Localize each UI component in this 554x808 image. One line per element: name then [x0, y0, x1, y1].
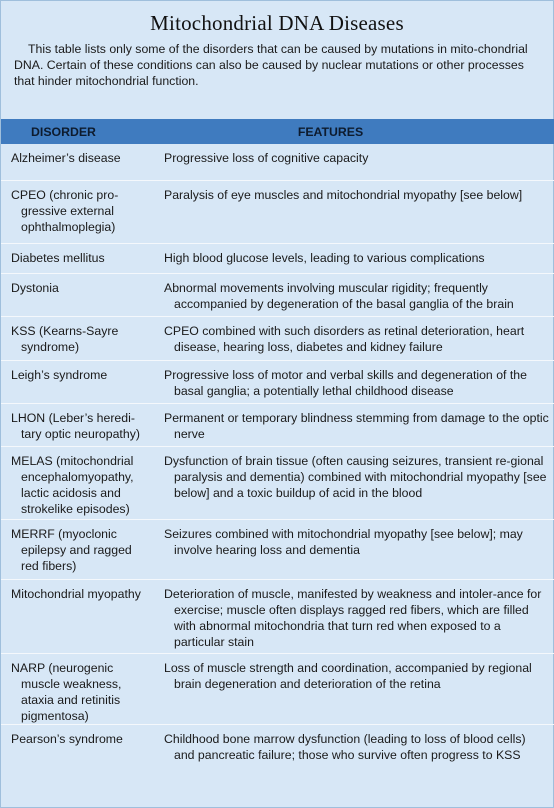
disorder-name: Leigh’s syndrome — [11, 367, 108, 382]
disorder-cell — [1, 403, 156, 446]
features-text: Abnormal movements involving muscular rigidity; frequently accompanied by degeneration of the basal ganglia of the brain — [164, 280, 514, 311]
disorder-cell — [1, 316, 156, 360]
features-text: CPEO combined with such disorders as retinal deterioration, heart disease, hearing loss, diabetes and kidney failure — [164, 323, 525, 354]
features-text: Deterioration of muscle, manifested by weakness and intoler-ance for exercise; muscle often displays ragged red fibers, which are filled with abnormal mitochondria that turn red when exposed to a particular stain — [164, 586, 542, 649]
table-row — [1, 360, 554, 403]
intro-paragraph: This table lists only some of the disorders that can be caused by mutations in mito-chondrial DNA. Certain of these conditions can also be caused by nuclear mutations or other processes that hinder mitochondrial function. — [14, 42, 528, 88]
features-cell — [156, 519, 554, 579]
table-row — [1, 653, 554, 724]
features-cell — [156, 403, 554, 446]
table-row — [1, 579, 554, 653]
disorder-name: MERRF (myoclonic epilepsy and ragged red fibers) — [11, 526, 132, 573]
features-cell — [156, 724, 554, 782]
features-text: Childhood bone marrow dysfunction (leading to loss of blood cells) and pancreatic failure; those who survive often progress to KSS — [164, 731, 526, 762]
features-cell — [156, 360, 554, 403]
disorder-name: Diabetes mellitus — [11, 250, 105, 265]
features-text: Progressive loss of motor and verbal skills and degeneration of the basal ganglia; a potentially lethal childhood disease — [164, 367, 527, 398]
disorder-cell — [1, 243, 156, 273]
disorder-cell — [1, 446, 156, 519]
features-cell — [156, 446, 554, 519]
features-text: Seizures combined with mitochondrial myopathy [see below]; may involve hearing loss and dementia — [164, 526, 523, 557]
table-row — [1, 519, 554, 579]
features-text: Permanent or temporary blindness stemming from damage to the optic nerve — [164, 410, 549, 441]
disorder-name: LHON (Leber’s heredi-tary optic neuropathy) — [11, 410, 140, 441]
features-cell — [156, 243, 554, 273]
table-row — [1, 243, 554, 273]
disorder-name: MELAS (mitochondrial encephalomyopathy, lactic acidosis and strokelike episodes) — [11, 453, 134, 516]
disorder-cell — [1, 180, 156, 243]
table-row — [1, 273, 554, 316]
disorder-cell — [1, 724, 156, 782]
header-features: FEATURES — [156, 119, 554, 144]
disorder-cell — [1, 653, 156, 724]
features-text: Paralysis of eye muscles and mitochondrial myopathy [see below] — [164, 187, 523, 202]
header-disorder: DISORDER — [1, 119, 156, 144]
disorder-cell — [1, 273, 156, 316]
features-text: Dysfunction of brain tissue (often causing seizures, transient re-gional paralysis and dementia) combined with mitochondrial myopathy [see below] and a toxic buildup of acid in the blood — [164, 453, 547, 500]
table-row — [1, 724, 554, 782]
disorder-name: KSS (Kearns-Sayre syndrome) — [11, 323, 119, 354]
features-cell — [156, 579, 554, 653]
page-title: Mitochondrial DNA Diseases — [150, 11, 404, 35]
features-cell — [156, 180, 554, 243]
features-cell — [156, 653, 554, 724]
disorder-name: Mitochondrial myopathy — [11, 586, 141, 601]
table-row — [1, 144, 554, 180]
features-text: Progressive loss of cognitive capacity — [164, 151, 369, 165]
disorder-name: Dystonia — [11, 280, 59, 295]
features-text: High blood glucose levels, leading to various complications — [164, 250, 485, 265]
disease-table — [1, 119, 554, 782]
disorder-cell — [1, 144, 156, 180]
table-row — [1, 403, 554, 446]
table-header-row — [1, 119, 554, 144]
features-cell — [156, 316, 554, 360]
disorder-name: CPEO (chronic pro-gressive external ophthalmoplegia) — [11, 187, 119, 234]
table-row — [1, 446, 554, 519]
disorder-cell — [1, 579, 156, 653]
features-cell — [156, 273, 554, 316]
features-text: Loss of muscle strength and coordination, accompanied by regional brain degeneration and deterioration of the retina — [164, 660, 532, 691]
disorder-name: NARP (neurogenic muscle weakness, ataxia and retinitis pigmentosa) — [11, 660, 122, 723]
disorder-name: Pearson’s syndrome — [11, 731, 123, 746]
features-cell — [156, 144, 554, 180]
disorder-name: Alzheimer’s disease — [11, 151, 121, 165]
table-row — [1, 316, 554, 360]
table-row — [1, 180, 554, 243]
disorder-cell — [1, 519, 156, 579]
disorder-cell — [1, 360, 156, 403]
